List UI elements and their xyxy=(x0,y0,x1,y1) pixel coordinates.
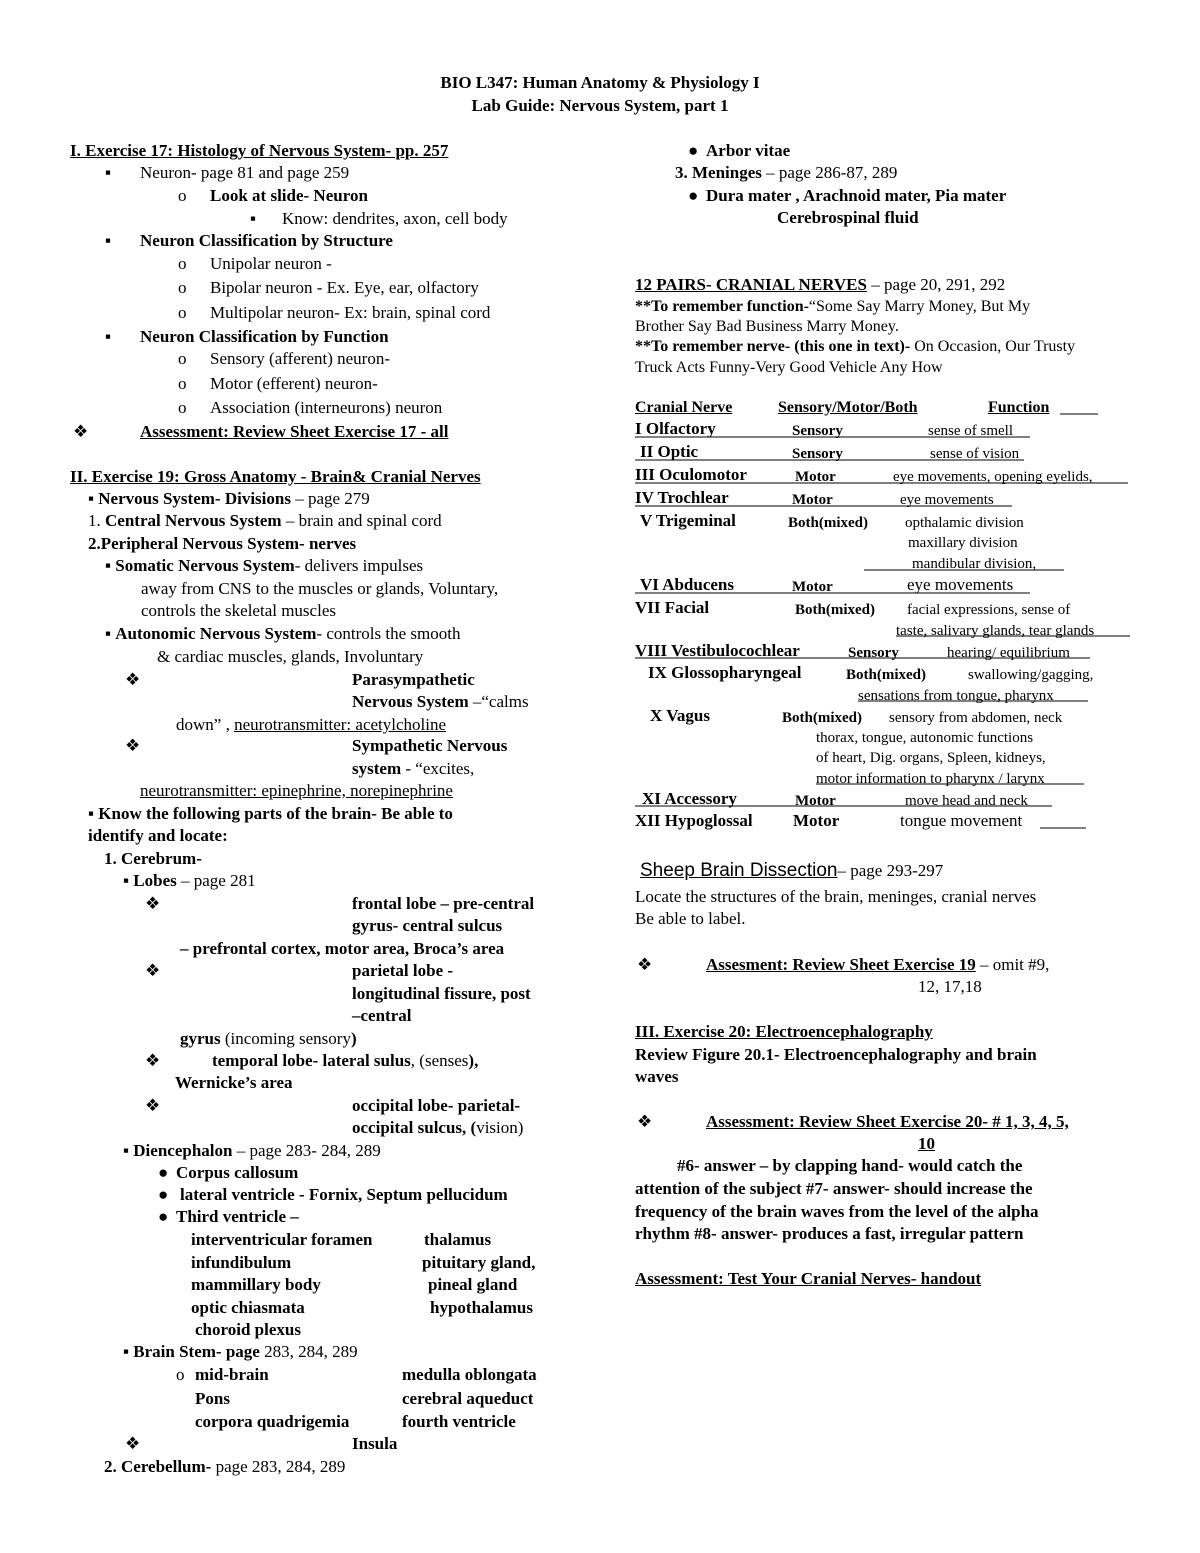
occipital-lobe-2: occipital sulcus, (vision) xyxy=(352,1118,524,1137)
parasympathetic-3: down” , neurotransmitter: acetylcholine xyxy=(176,715,447,734)
nerve-type: Motor xyxy=(793,811,840,830)
nerve-name: VI Abducens xyxy=(640,575,735,594)
diamond-bullet-icon: ❖ xyxy=(73,422,89,441)
corpus-callosum: Corpus callosum xyxy=(176,1163,299,1182)
parasympathetic-2: Nervous System –“calms xyxy=(352,692,529,711)
sheep-brain-desc-1: Locate the structures of the brain, meninges, cranial nerves xyxy=(635,887,1037,906)
assessment-ex20-2: 10 xyxy=(918,1134,935,1153)
cerebrum: 1. Cerebrum- xyxy=(104,849,202,868)
pituitary-gland: pituitary gland, xyxy=(422,1253,536,1272)
dot-bullet-icon: ● xyxy=(688,186,699,205)
autonomic-description-2: & cardiac muscles, glands, Involuntary xyxy=(157,647,424,666)
lobes: ▪ Lobes – page 281 xyxy=(123,871,256,890)
diamond-bullet-icon: ❖ xyxy=(145,1051,161,1070)
thalamus: thalamus xyxy=(424,1230,492,1249)
somatic-description-3: controls the skeletal muscles xyxy=(141,601,336,620)
mnemonic-nerve-2: Truck Acts Funny-Very Good Vehicle Any How xyxy=(635,359,943,376)
nerve-function: eye movements xyxy=(907,575,1014,594)
nerve-name: III Oculomotor xyxy=(635,465,747,484)
nerve-function: swallowing/gagging, xyxy=(968,667,1094,683)
nerve-type: Both(mixed) xyxy=(782,710,862,726)
nerve-type: Motor xyxy=(792,492,833,508)
unipolar-neuron: Unipolar neuron - xyxy=(210,254,332,273)
bipolar-neuron: Bipolar neuron - Ex. Eye, ear, olfactory xyxy=(210,278,479,297)
exercise-19-heading: II. Exercise 19: Gross Anatomy - Brain& Cranial Nerves xyxy=(70,467,481,486)
nerve-name: IX Glossopharyngeal xyxy=(648,663,802,682)
wernickes-area: Wernicke’s area xyxy=(175,1073,293,1092)
assessment-ex19-omit: 12, 17,18 xyxy=(918,977,982,996)
nerve-type: Sensory xyxy=(792,423,843,439)
square-bullet-icon: ▪ xyxy=(105,327,112,346)
exercise-17-heading: I. Exercise 17: Histology of Nervous System- pp. 257 xyxy=(70,141,449,160)
nerve-type: Sensory xyxy=(848,645,899,661)
nerve-function: maxillary division xyxy=(908,535,1018,551)
assessment-ex19: Assesment: Review Sheet Exercise 19 – omit #9, xyxy=(706,955,1050,974)
nerve-function: facial expressions, sense of xyxy=(907,602,1071,618)
answer-line-3: frequency of the brain waves from the level of the alpha xyxy=(635,1202,1039,1221)
nervous-system-divisions: ▪ Nervous System- Divisions – page 279 xyxy=(88,489,370,508)
mid-brain: mid-brain xyxy=(195,1365,269,1384)
table-header-function: Function xyxy=(988,399,1050,416)
circle-bullet-icon: o xyxy=(178,278,187,297)
occipital-lobe-1: occipital lobe- parietal- xyxy=(352,1096,521,1115)
nerve-function: hearing/ equilibrium xyxy=(947,645,1070,661)
nerve-function: opthalamic division xyxy=(905,515,1024,531)
nerve-function: motor information to pharynx / larynx xyxy=(816,771,1045,787)
nerve-name: X Vagus xyxy=(650,706,711,725)
frontal-lobe-1: frontal lobe – pre-central xyxy=(352,894,535,913)
parietal-lobe-2: longitudinal fissure, post xyxy=(352,984,531,1003)
classification-structure: Neuron Classification by Structure xyxy=(140,231,393,250)
exercise-20-review-1: Review Figure 20.1- Electroencephalography and brain xyxy=(635,1045,1037,1064)
nerve-type: Motor xyxy=(795,469,836,485)
nerve-type: Sensory xyxy=(792,446,843,462)
nerve-function: eye movements, opening eyelids, xyxy=(893,469,1093,485)
diencephalon: ▪ Diencephalon – page 283- 284, 289 xyxy=(123,1141,381,1160)
interventricular-foramen: interventricular foramen xyxy=(191,1230,373,1249)
assessment-ex20-1: Assessment: Review Sheet Exercise 20- # 1, 3, 4, 5, xyxy=(706,1112,1069,1131)
answer-line-1: #6- answer – by clapping hand- would catch the xyxy=(677,1156,1023,1175)
nerve-type: Both(mixed) xyxy=(846,667,926,683)
cranial-nerves-heading: 12 PAIRS- CRANIAL NERVES – page 20, 291, 292 xyxy=(635,275,1006,294)
diamond-bullet-icon: ❖ xyxy=(125,1434,141,1453)
answer-line-2: attention of the subject #7- answer- should increase the xyxy=(635,1179,1033,1198)
mammillary-body: mammillary body xyxy=(191,1275,321,1294)
diamond-bullet-icon: ❖ xyxy=(125,670,141,689)
temporal-lobe: temporal lobe- lateral sulus, (senses), xyxy=(212,1051,479,1070)
dura-arachnoid-pia: Dura mater , Arachnoid mater, Pia mater xyxy=(706,186,1007,205)
mnemonic-nerve-1: **To remember nerve- (this one in text)- On Occasion, Our Trusty xyxy=(635,338,1076,355)
pineal-gland: pineal gland xyxy=(428,1275,518,1294)
parietal-lobe-1: parietal lobe - xyxy=(352,961,454,980)
frontal-lobe-2: gyrus- central sulcus xyxy=(352,916,503,935)
sheep-brain-desc-2: Be able to label. xyxy=(635,909,746,928)
cerebral-aqueduct: cerebral aqueduct xyxy=(402,1389,534,1408)
dot-bullet-icon: ● xyxy=(158,1207,169,1226)
nerve-function: sensations from tongue, pharynx xyxy=(858,688,1054,704)
nerve-name: I Olfactory xyxy=(635,419,716,438)
optic-chiasmata: optic chiasmata xyxy=(191,1298,305,1317)
square-bullet-icon: ▪ xyxy=(88,489,95,508)
assessment-cranial-handout: Assessment: Test Your Cranial Nerves- handout xyxy=(635,1269,982,1288)
square-bullet-icon: ▪ xyxy=(250,209,257,228)
corpora-quadrigemia: corpora quadrigemia xyxy=(195,1412,350,1431)
autonomic-nervous-system: ▪ Autonomic Nervous System- controls the smooth xyxy=(105,624,461,643)
dot-bullet-icon: ● xyxy=(158,1163,169,1182)
sympathetic-3: neurotransmitter: epinephrine, norepinephrine xyxy=(140,781,453,800)
diamond-bullet-icon: ❖ xyxy=(125,736,141,755)
diamond-bullet-icon: ❖ xyxy=(637,1112,653,1131)
square-bullet-icon: ▪ xyxy=(123,871,130,890)
nerve-type: Both(mixed) xyxy=(788,515,868,531)
lateral-ventricle: lateral ventricle - Fornix, Septum pellucidum xyxy=(180,1185,508,1204)
circle-bullet-icon: o xyxy=(176,1365,185,1384)
choroid-plexus: choroid plexus xyxy=(195,1320,301,1339)
nerve-function: sensory from abdomen, neck xyxy=(889,710,1063,726)
medulla-oblongata: medulla oblongata xyxy=(402,1365,537,1384)
nerve-function: sense of smell xyxy=(928,423,1013,439)
association-neuron: Association (interneurons) neuron xyxy=(210,398,443,417)
sheep-brain-heading: Sheep Brain Dissection– page 293-297 xyxy=(640,860,944,881)
neuron-pages: Neuron- page 81 and page 259 xyxy=(140,163,350,182)
nerve-function: mandibular division, xyxy=(912,556,1037,572)
cerebrospinal-fluid: Cerebrospinal fluid xyxy=(777,208,919,227)
nerve-name: II Optic xyxy=(640,442,699,461)
nerve-function: move head and neck xyxy=(905,793,1028,809)
nerve-function: of heart, Dig. organs, Spleen, kidneys, xyxy=(816,750,1046,766)
diamond-bullet-icon: ❖ xyxy=(145,961,161,980)
nerve-function: sense of vision xyxy=(930,446,1020,462)
frontal-lobe-3: – prefrontal cortex, motor area, Broca’s area xyxy=(180,939,505,958)
square-bullet-icon: ▪ xyxy=(123,1342,130,1361)
mnemonic-function-2: Brother Say Bad Business Marry Money. xyxy=(635,318,899,335)
arbor-vitae: Arbor vitae xyxy=(706,141,791,160)
sympathetic-2: system - “excites, xyxy=(352,759,475,778)
document-title: BIO L347: Human Anatomy & Physiology I xyxy=(440,73,760,92)
parasympathetic-1: Parasympathetic xyxy=(352,670,475,689)
nerve-type: Motor xyxy=(792,579,833,595)
brain-stem: ▪ Brain Stem- page 283, 284, 289 xyxy=(123,1342,358,1361)
somatic-description-2: away from CNS to the muscles or glands, Voluntary, xyxy=(141,579,499,598)
motor-neuron: Motor (efferent) neuron- xyxy=(210,374,378,393)
square-bullet-icon: ▪ xyxy=(105,556,112,575)
third-ventricle: Third ventricle – xyxy=(176,1207,299,1226)
nerve-function: tongue movement xyxy=(900,811,1023,830)
nerve-type: Motor xyxy=(795,793,836,809)
answer-line-4: rhythm #8- answer- produces a fast, irregular pattern xyxy=(635,1224,1024,1243)
sympathetic-1: Sympathetic Nervous xyxy=(352,736,508,755)
nerve-type: Both(mixed) xyxy=(795,602,875,618)
assessment-ex17: Assessment: Review Sheet Exercise 17 - all xyxy=(140,422,449,441)
classification-function: Neuron Classification by Function xyxy=(140,327,389,346)
diamond-bullet-icon: ❖ xyxy=(145,1096,161,1115)
dot-bullet-icon: ● xyxy=(158,1185,169,1204)
nerve-function: eye movements xyxy=(900,492,994,508)
know-parts-brain-1: ▪ Know the following parts of the brain- Be able to xyxy=(88,804,453,823)
parietal-lobe-3: –central xyxy=(352,1006,412,1025)
central-nervous-system: 1. Central Nervous System – brain and spinal cord xyxy=(88,511,442,530)
know-parts-brain-2: identify and locate: xyxy=(88,826,228,845)
diamond-bullet-icon: ❖ xyxy=(145,894,161,913)
mnemonic-function-1: **To remember function-“Some Say Marry Money, But My xyxy=(635,298,1031,315)
peripheral-nervous-system: 2.Peripheral Nervous System- nerves xyxy=(88,534,357,553)
hypothalamus: hypothalamus xyxy=(430,1298,533,1317)
circle-bullet-icon: o xyxy=(178,254,187,273)
somatic-nervous-system: ▪ Somatic Nervous System- delivers impulses xyxy=(105,556,424,575)
diamond-bullet-icon: ❖ xyxy=(637,955,653,974)
nerve-name: VII Facial xyxy=(635,598,710,617)
nerve-function: taste, salivary glands, tear glands xyxy=(896,623,1095,639)
cerebellum: 2. Cerebellum- page 283, 284, 289 xyxy=(104,1457,346,1476)
square-bullet-icon: ▪ xyxy=(88,804,95,823)
square-bullet-icon: ▪ xyxy=(105,163,112,182)
pons: Pons xyxy=(195,1389,230,1408)
square-bullet-icon: ▪ xyxy=(123,1141,130,1160)
square-bullet-icon: ▪ xyxy=(105,624,112,643)
circle-bullet-icon: o xyxy=(178,303,187,322)
sensory-neuron: Sensory (afferent) neuron- xyxy=(210,349,391,368)
exercise-20-heading: III. Exercise 20: Electroencephalography xyxy=(635,1022,933,1041)
circle-bullet-icon: o xyxy=(178,374,187,393)
nerve-name: XI Accessory xyxy=(642,789,737,808)
meninges: 3. Meninges – page 286-87, 289 xyxy=(675,163,898,182)
nerve-name: V Trigeminal xyxy=(640,511,736,530)
insula: Insula xyxy=(352,1434,398,1453)
dot-bullet-icon: ● xyxy=(688,141,699,160)
multipolar-neuron: Multipolar neuron- Ex: brain, spinal cord xyxy=(210,303,491,322)
table-header-type: Sensory/Motor/Both xyxy=(778,399,918,416)
nerve-name: VIII Vestibulocochlear xyxy=(635,641,800,660)
nerve-function: thorax, tongue, autonomic functions xyxy=(816,730,1034,746)
circle-bullet-icon: o xyxy=(178,349,187,368)
infundibulum: infundibulum xyxy=(191,1253,292,1272)
look-at-slide: Look at slide- Neuron xyxy=(210,186,368,205)
exercise-20-review-2: waves xyxy=(635,1067,679,1086)
table-header-nerve: Cranial Nerve xyxy=(635,399,733,416)
circle-bullet-icon: o xyxy=(178,398,187,417)
square-bullet-icon: ▪ xyxy=(105,231,112,250)
circle-bullet-icon: o xyxy=(178,186,187,205)
gyrus-incoming-sensory: gyrus (incoming sensory) xyxy=(180,1029,357,1048)
fourth-ventricle: fourth ventricle xyxy=(402,1412,516,1431)
nerve-name: XII Hypoglossal xyxy=(635,811,753,830)
know-parts: Know: dendrites, axon, cell body xyxy=(282,209,508,228)
nerve-name: IV Trochlear xyxy=(635,488,729,507)
document-subtitle: Lab Guide: Nervous System, part 1 xyxy=(471,96,729,115)
